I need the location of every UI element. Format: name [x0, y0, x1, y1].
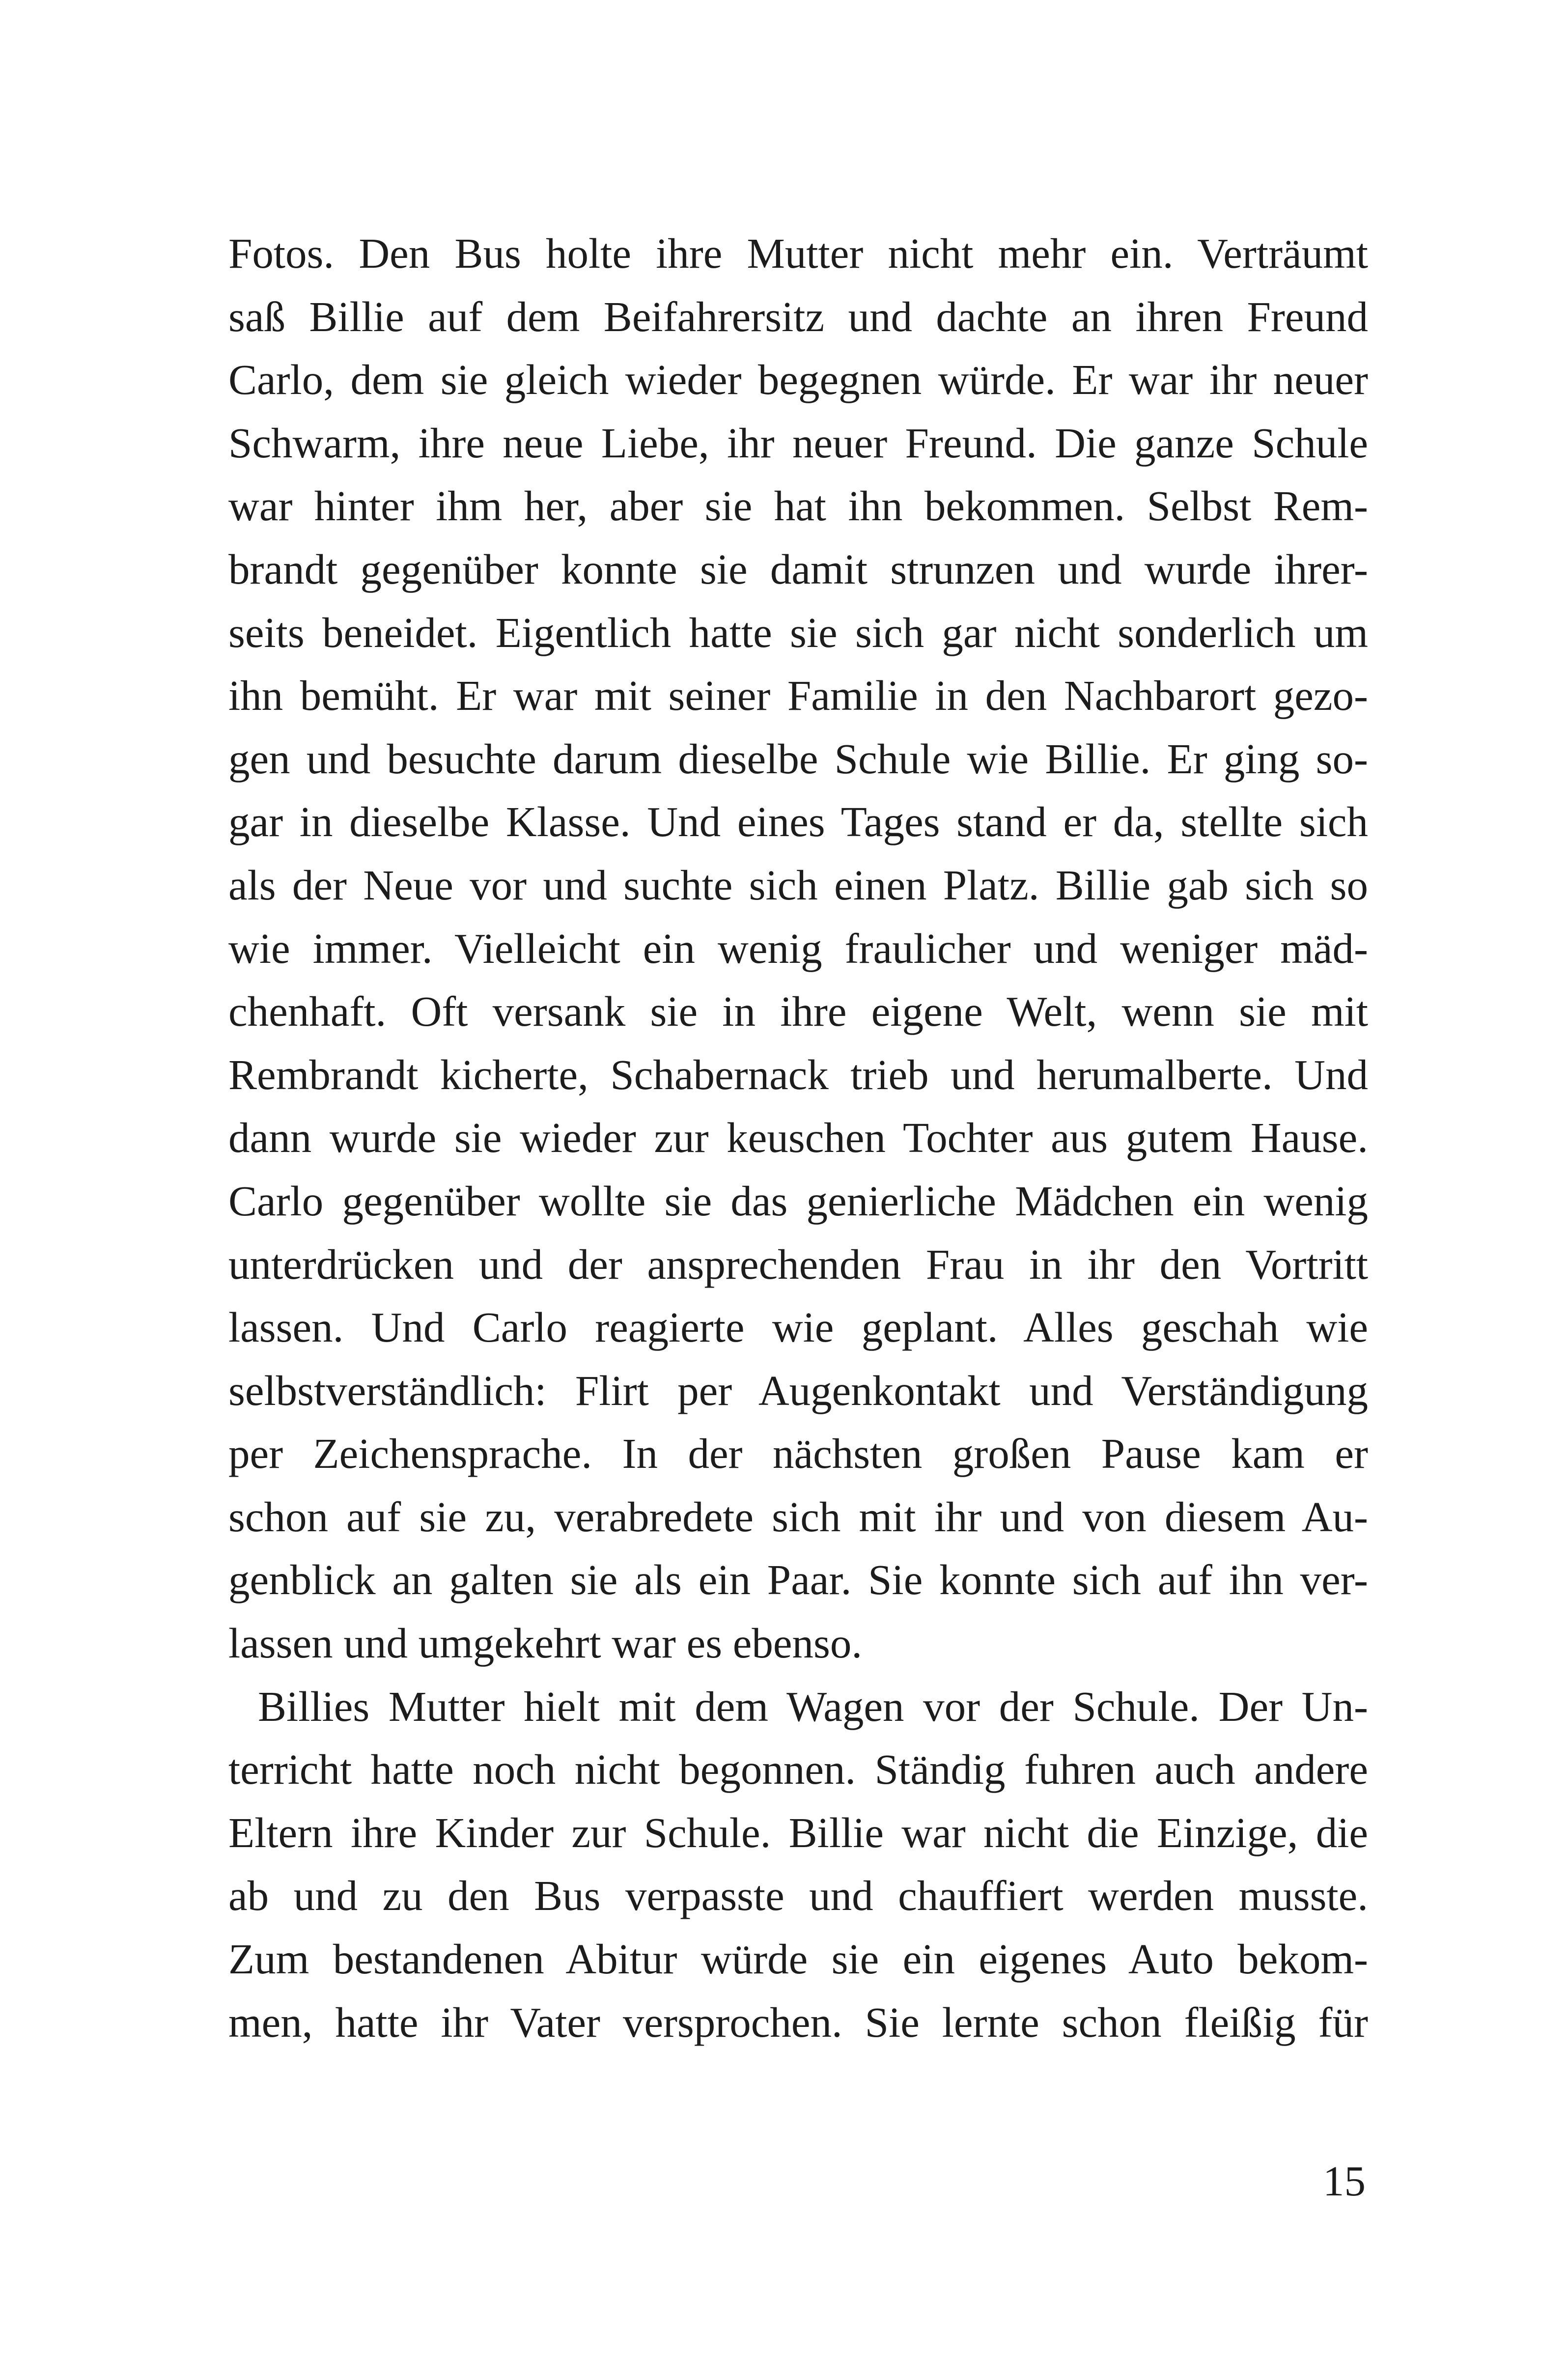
text-line: brandt gegenüber konnte sie damit strunzen und wurde ihrer-: [228, 545, 1368, 593]
text-line: lassen und umgekehrt war es ebenso.: [228, 1619, 863, 1667]
text-line: selbstverständlich: Flirt per Augenkontakt und Verständigung: [228, 1366, 1368, 1414]
text-line: seits beneidet. Eigentlich hatte sie sich gar nicht sonderlich um: [228, 608, 1368, 656]
text-line: Carlo, dem sie gleich wieder begegnen würde. Er war ihr neuer: [228, 356, 1368, 404]
text-line: unterdrücken und der ansprechenden Frau in ihr den Vortritt: [228, 1240, 1368, 1288]
text-line: war hinter ihm her, aber sie hat ihn bekommen. Selbst Rem-: [228, 482, 1368, 530]
text-line: ab und zu den Bus verpasste und chauffiert werden musste.: [228, 1872, 1368, 1920]
text-line: Schwarm, ihre neue Liebe, ihr neuer Freund. Die ganze Schule: [228, 419, 1368, 467]
text-line: gen und besuchte darum dieselbe Schule wie Billie. Er ging so-: [228, 734, 1368, 783]
text-line: lassen. Und Carlo reagierte wie geplant. Alles geschah wie: [228, 1303, 1368, 1351]
text-line: gar in dieselbe Klasse. Und eines Tages stand er da, stellte sich: [228, 798, 1368, 846]
text-line: terricht hatte noch nicht begonnen. Ständig fuhren auch andere: [228, 1745, 1368, 1794]
text-line: Rembrandt kicherte, Schabernack trieb und herumalberte. Und: [228, 1050, 1368, 1098]
text-line: genblick an galten sie als ein Paar. Sie konnte sich auf ihn ver-: [228, 1556, 1368, 1604]
text-line: Eltern ihre Kinder zur Schule. Billie war nicht die Einzige, die: [228, 1808, 1368, 1856]
text-line: Carlo gegenüber wollte sie das genierliche Mädchen ein wenig: [228, 1177, 1368, 1225]
text-line: ihn bemüht. Er war mit seiner Familie in den Nachbarort gezo-: [228, 672, 1368, 720]
text-line: dann wurde sie wieder zur keuschen Tochter aus gutem Hause.: [228, 1114, 1368, 1162]
text-line: chenhaft. Oft versank sie in ihre eigene Welt, wenn sie mit: [228, 987, 1368, 1036]
paragraph: [228, 1675, 1368, 2054]
text-line: saß Billie auf dem Beifahrersitz und dachte an ihren Freund: [228, 292, 1368, 340]
text-line: als der Neue vor und suchte sich einen Platz. Billie gab sich so: [228, 861, 1368, 909]
text-line: wie immer. Vielleicht ein wenig fraulicher und weniger mäd-: [228, 924, 1368, 972]
paragraph: [228, 222, 1368, 1675]
text-line: Billies Mutter hielt mit dem Wagen vor der Schule. Der Un-: [258, 1682, 1368, 1730]
text-line: Fotos. Den Bus holte ihre Mutter nicht mehr ein. Verträumt: [228, 229, 1368, 277]
text-line: per Zeichensprache. In der nächsten großen Pause kam er: [228, 1430, 1368, 1478]
text-line: men, hatte ihr Vater versprochen. Sie lernte schon fleißig für: [228, 1998, 1368, 2046]
page-number: 15: [1323, 2157, 1366, 2205]
text-line: schon auf sie zu, verabredete sich mit ihr und von diesem Au-: [228, 1492, 1368, 1541]
body-text: [228, 222, 1368, 2054]
text-line: Zum bestandenen Abitur würde sie ein eigenes Auto bekom-: [228, 1935, 1368, 1983]
